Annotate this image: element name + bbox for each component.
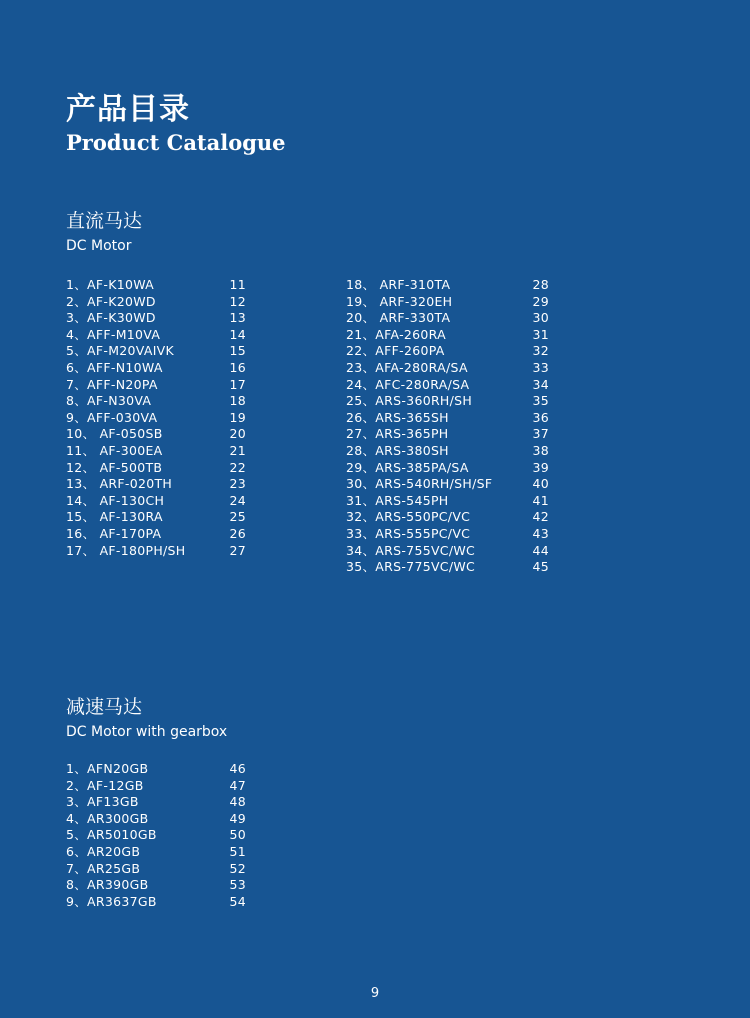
catalogue-entry bbox=[66, 543, 246, 560]
catalogue-entry bbox=[346, 526, 549, 543]
entry-model-label: 23、AFA-280RA/SA bbox=[346, 359, 468, 375]
entry-page-number: 31 bbox=[532, 326, 549, 342]
catalogue-entry bbox=[346, 360, 549, 377]
dc-motor-list-column-1 bbox=[66, 277, 246, 559]
entry-page-number: 27 bbox=[229, 542, 246, 558]
entry-model-label: 9、AFF-030VA bbox=[66, 409, 158, 425]
catalogue-entry bbox=[346, 509, 549, 526]
dc-motor-heading-en: DC Motor bbox=[66, 238, 132, 254]
catalogue-entry bbox=[346, 543, 549, 560]
catalogue-entry bbox=[346, 343, 549, 360]
entry-model-label: 31、ARS-545PH bbox=[346, 492, 449, 508]
entry-page-number: 32 bbox=[532, 343, 549, 359]
entry-model-label: 6、AR20GB bbox=[66, 843, 141, 859]
catalogue-entry bbox=[346, 393, 549, 410]
catalogue-entry bbox=[66, 493, 246, 510]
entry-model-label: 1、AF-K10WA bbox=[66, 277, 155, 292]
catalogue-entry bbox=[66, 476, 246, 493]
entry-page-number: 53 bbox=[229, 877, 246, 893]
catalogue-entry bbox=[66, 410, 246, 427]
entry-page-number: 35 bbox=[532, 393, 549, 409]
catalogue-entry bbox=[346, 443, 549, 460]
entry-model-label: 3、AF13GB bbox=[66, 794, 139, 810]
entry-page-number: 44 bbox=[532, 542, 549, 558]
gearbox-motor-list bbox=[66, 761, 246, 910]
catalogue-entry bbox=[66, 761, 246, 778]
entry-model-label: 26、ARS-365SH bbox=[346, 409, 449, 425]
entry-model-label: 33、ARS-555PC/VC bbox=[346, 525, 471, 541]
entry-model-label: 34、ARS-755VC/WC bbox=[346, 542, 476, 558]
entry-page-number: 41 bbox=[532, 492, 549, 508]
catalogue-entry bbox=[346, 377, 549, 394]
gearbox-motor-heading-zh: 减速马达 bbox=[66, 696, 143, 718]
entry-model-label: 2、AF-12GB bbox=[66, 777, 144, 793]
entry-model-label: 18、 ARF-310TA bbox=[346, 277, 451, 292]
entry-page-number: 26 bbox=[229, 525, 246, 541]
entry-model-label: 5、AR5010GB bbox=[66, 827, 157, 843]
entry-page-number: 51 bbox=[229, 843, 246, 859]
dc-motor-list-column-2 bbox=[346, 277, 549, 576]
entry-model-label: 16、 AF-170PA bbox=[66, 525, 162, 541]
entry-model-label: 6、AFF-N10WA bbox=[66, 359, 163, 375]
entry-model-label: 17、 AF-180PH/SH bbox=[66, 542, 186, 558]
gearbox-motor-heading-en: DC Motor with gearbox bbox=[66, 724, 228, 740]
dc-motor-heading-zh: 直流马达 bbox=[66, 210, 143, 232]
entry-page-number: 28 bbox=[532, 277, 549, 292]
catalogue-entry bbox=[346, 277, 549, 294]
entry-model-label: 20、 ARF-330TA bbox=[346, 310, 451, 326]
entry-page-number: 33 bbox=[532, 359, 549, 375]
catalogue-entry bbox=[66, 443, 246, 460]
entry-page-number: 21 bbox=[229, 442, 246, 458]
catalogue-entry bbox=[66, 877, 246, 894]
page-title-en: Product Catalogue bbox=[66, 130, 286, 155]
catalogue-entry bbox=[66, 844, 246, 861]
entry-model-label: 15、 AF-130RA bbox=[66, 509, 163, 525]
entry-model-label: 8、AR390GB bbox=[66, 877, 149, 893]
entry-model-label: 14、 AF-130CH bbox=[66, 492, 165, 508]
entry-page-number: 52 bbox=[229, 860, 246, 876]
entry-model-label: 25、ARS-360RH/SH bbox=[346, 393, 473, 409]
entry-page-number: 43 bbox=[532, 525, 549, 541]
entry-page-number: 45 bbox=[532, 559, 549, 575]
catalogue-entry bbox=[66, 327, 246, 344]
catalogue-entry bbox=[66, 277, 246, 294]
entry-model-label: 5、AF-M20VAIVK bbox=[66, 343, 175, 359]
catalogue-entry bbox=[66, 426, 246, 443]
entry-model-label: 29、ARS-385PA/SA bbox=[346, 459, 469, 475]
entry-page-number: 17 bbox=[229, 376, 246, 392]
catalogue-entry bbox=[66, 343, 246, 360]
catalogue-entry bbox=[66, 310, 246, 327]
catalogue-entry bbox=[66, 294, 246, 311]
entry-page-number: 23 bbox=[229, 476, 246, 492]
entry-page-number: 24 bbox=[229, 492, 246, 508]
catalogue-entry bbox=[346, 294, 549, 311]
entry-page-number: 42 bbox=[532, 509, 549, 525]
entry-model-label: 27、ARS-365PH bbox=[346, 426, 449, 442]
catalogue-entry bbox=[66, 794, 246, 811]
entry-page-number: 47 bbox=[229, 777, 246, 793]
entry-model-label: 19、 ARF-320EH bbox=[346, 293, 453, 309]
entry-page-number: 29 bbox=[532, 293, 549, 309]
entry-page-number: 36 bbox=[532, 409, 549, 425]
catalogue-entry bbox=[346, 426, 549, 443]
entry-page-number: 48 bbox=[229, 794, 246, 810]
entry-model-label: 28、ARS-380SH bbox=[346, 442, 449, 458]
entry-model-label: 8、AF-N30VA bbox=[66, 393, 152, 409]
catalogue-entry bbox=[66, 827, 246, 844]
entry-page-number: 11 bbox=[229, 277, 246, 292]
catalogue-entry bbox=[66, 778, 246, 795]
catalogue-entry bbox=[66, 377, 246, 394]
entry-model-label: 13、 ARF-020TH bbox=[66, 476, 173, 492]
catalogue-entry bbox=[66, 894, 246, 911]
entry-model-label: 22、AFF-260PA bbox=[346, 343, 445, 359]
entry-model-label: 3、AF-K30WD bbox=[66, 310, 156, 326]
catalogue-entry bbox=[66, 509, 246, 526]
entry-page-number: 18 bbox=[229, 393, 246, 409]
catalogue-entry bbox=[346, 327, 549, 344]
catalogue-entry bbox=[346, 410, 549, 427]
catalogue-entry bbox=[66, 526, 246, 543]
entry-page-number: 46 bbox=[229, 761, 246, 776]
catalogue-entry bbox=[346, 310, 549, 327]
catalogue-entry bbox=[66, 861, 246, 878]
entry-model-label: 12、 AF-500TB bbox=[66, 459, 163, 475]
entry-page-number: 15 bbox=[229, 343, 246, 359]
entry-model-label: 7、AFF-N20PA bbox=[66, 376, 158, 392]
page-number: 9 bbox=[370, 986, 380, 1001]
entry-model-label: 35、ARS-775VC/WC bbox=[346, 559, 476, 575]
entry-page-number: 38 bbox=[532, 442, 549, 458]
catalogue-entry bbox=[66, 360, 246, 377]
entry-page-number: 54 bbox=[229, 893, 246, 909]
catalogue-entry bbox=[346, 460, 549, 477]
catalogue-entry bbox=[66, 460, 246, 477]
catalogue-entry bbox=[66, 811, 246, 828]
catalogue-entry bbox=[66, 393, 246, 410]
entry-model-label: 2、AF-K20WD bbox=[66, 293, 156, 309]
entry-model-label: 21、AFA-260RA bbox=[346, 326, 446, 342]
entry-model-label: 4、AR300GB bbox=[66, 810, 149, 826]
entry-page-number: 14 bbox=[229, 326, 246, 342]
entry-page-number: 37 bbox=[532, 426, 549, 442]
page-title-zh: 产品目录 bbox=[66, 92, 190, 127]
entry-model-label: 1、AFN20GB bbox=[66, 761, 149, 776]
entry-model-label: 7、AR25GB bbox=[66, 860, 141, 876]
catalogue-entry bbox=[346, 476, 549, 493]
entry-page-number: 34 bbox=[532, 376, 549, 392]
entry-page-number: 20 bbox=[229, 426, 246, 442]
entry-page-number: 13 bbox=[229, 310, 246, 326]
entry-page-number: 30 bbox=[532, 310, 549, 326]
catalogue-entry bbox=[346, 493, 549, 510]
entry-page-number: 39 bbox=[532, 459, 549, 475]
entry-model-label: 9、AR3637GB bbox=[66, 893, 157, 909]
entry-page-number: 40 bbox=[532, 476, 549, 492]
entry-page-number: 16 bbox=[229, 359, 246, 375]
catalogue-entry bbox=[346, 559, 549, 576]
entry-model-label: 24、AFC-280RA/SA bbox=[346, 376, 470, 392]
entry-page-number: 49 bbox=[229, 810, 246, 826]
entry-page-number: 25 bbox=[229, 509, 246, 525]
entry-page-number: 22 bbox=[229, 459, 246, 475]
entry-model-label: 11、 AF-300EA bbox=[66, 442, 163, 458]
entry-model-label: 10、 AF-050SB bbox=[66, 426, 163, 442]
entry-model-label: 30、ARS-540RH/SH/SF bbox=[346, 476, 493, 492]
entry-model-label: 32、ARS-550PC/VC bbox=[346, 509, 471, 525]
entry-model-label: 4、AFF-M10VA bbox=[66, 326, 161, 342]
entry-page-number: 50 bbox=[229, 827, 246, 843]
entry-page-number: 12 bbox=[229, 293, 246, 309]
entry-page-number: 19 bbox=[229, 409, 246, 425]
